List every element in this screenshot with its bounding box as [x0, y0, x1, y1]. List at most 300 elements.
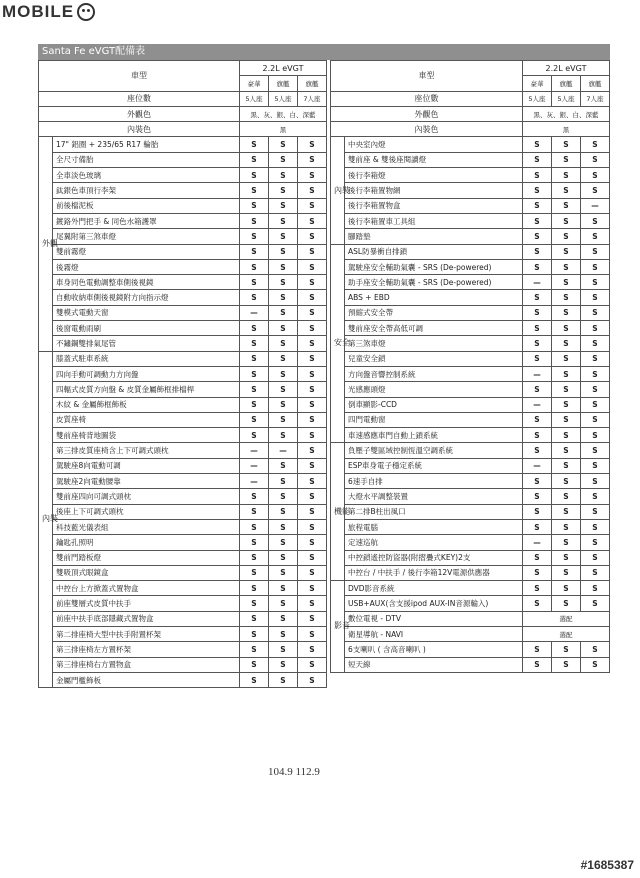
feature-label: 雙前座椅背地圖袋 [53, 428, 240, 443]
feature-value: S [580, 565, 609, 580]
feature-value: — [239, 458, 268, 473]
feature-value: S [239, 366, 268, 381]
feature-value: S [239, 229, 268, 244]
feature-value: S [239, 397, 268, 412]
feature-value: S [297, 443, 326, 458]
feature-label: 駕駛座2向電動腰靠 [53, 474, 240, 489]
feature-value: S [268, 428, 297, 443]
feature-row [331, 213, 610, 228]
feature-value: S [268, 229, 297, 244]
feature-row [331, 611, 610, 626]
feature-value: S [268, 581, 297, 596]
feature-label: 預縮式安全帶 [345, 305, 523, 320]
feature-label: 雙前座四向可調式頭枕 [53, 489, 240, 504]
meta-value: 5人座 [268, 91, 297, 106]
feature-row [331, 244, 610, 259]
feature-value: S [522, 321, 551, 336]
feature-value: S [239, 489, 268, 504]
feature-value: S [297, 259, 326, 274]
feature-value: S [580, 581, 609, 596]
feature-value: S [551, 198, 580, 213]
trim-label: 旗艦 [297, 76, 326, 91]
feature-row [39, 183, 327, 198]
feature-label: 雙前霧燈 [53, 244, 240, 259]
feature-row [39, 596, 327, 611]
feature-value: S [580, 244, 609, 259]
feature-row [331, 642, 610, 657]
feature-row [331, 321, 610, 336]
category-label: 內裝 [331, 137, 345, 244]
feature-value: S [580, 642, 609, 657]
feature-value: S [239, 672, 268, 687]
feature-label: 定速巡航 [345, 535, 523, 550]
feature-value: S [580, 152, 609, 167]
trim-label: 旗艦 [580, 76, 609, 91]
feature-row [331, 550, 610, 565]
feature-value: S [297, 229, 326, 244]
feature-value: S [551, 366, 580, 381]
feature-value: S [551, 458, 580, 473]
feature-row [331, 397, 610, 412]
feature-value: S [239, 596, 268, 611]
feature-row [39, 229, 327, 244]
feature-value: — [239, 305, 268, 320]
feature-value: S [551, 183, 580, 198]
feature-value: S [297, 275, 326, 290]
meta-value: 7人座 [297, 91, 326, 106]
feature-label: 前座中扶手底部隱藏式置物盒 [53, 611, 240, 626]
feature-label: 後行李箱燈 [345, 168, 523, 183]
feature-label: 後座上下可調式頭枕 [53, 504, 240, 519]
feature-row [331, 443, 610, 458]
feature-value: 選配 [522, 611, 609, 626]
spec-table-left [38, 60, 327, 688]
meta-row [331, 106, 610, 121]
feature-row [331, 504, 610, 519]
feature-row [331, 229, 610, 244]
feature-value: S [239, 626, 268, 641]
feature-value: S [239, 565, 268, 580]
category-label: 機能 [331, 443, 345, 581]
feature-value: S [297, 672, 326, 687]
meta-label: 座位數 [331, 91, 523, 106]
feature-label: 後行李箱置物盒 [345, 198, 523, 213]
feature-value: S [268, 519, 297, 534]
feature-value: S [580, 137, 609, 152]
feature-value: S [522, 336, 551, 351]
feature-label: ASL防暴衝自排鎖 [345, 244, 523, 259]
feature-value: S [297, 474, 326, 489]
feature-value: S [580, 443, 609, 458]
feature-value: S [522, 550, 551, 565]
feature-value: S [551, 565, 580, 580]
feature-value: S [268, 213, 297, 228]
feature-value: S [297, 382, 326, 397]
feature-value: S [239, 535, 268, 550]
meta-label: 座位數 [39, 91, 240, 106]
feature-label: 後行李箱置車工具組 [345, 213, 523, 228]
feature-value: S [551, 443, 580, 458]
feature-value: S [297, 198, 326, 213]
feature-value: S [268, 321, 297, 336]
feature-value: S [580, 504, 609, 519]
feature-value: S [551, 412, 580, 427]
model-label: 車型 [39, 61, 240, 92]
feature-value: S [297, 397, 326, 412]
feature-value: S [522, 290, 551, 305]
feature-label: 後行李箱置物網 [345, 183, 523, 198]
feature-value: S [522, 657, 551, 672]
feature-value: S [239, 152, 268, 167]
feature-label: 方向盤音響控制系統 [345, 366, 523, 381]
feature-value: S [522, 382, 551, 397]
feature-label: 皮質座椅 [53, 412, 240, 427]
trim-label: 旗艦 [551, 76, 580, 91]
meta-value: 5人座 [522, 91, 551, 106]
feature-value: — [522, 397, 551, 412]
feature-value: S [551, 504, 580, 519]
feature-label: 前後檔泥板 [53, 198, 240, 213]
smiley-icon [77, 3, 95, 21]
feature-value: S [580, 321, 609, 336]
feature-value: S [297, 412, 326, 427]
logo-text: MOBILE [2, 2, 75, 21]
meta-value: 5人座 [239, 91, 268, 106]
image-id-badge: #1685387 [580, 858, 634, 872]
meta-label: 內裝色 [331, 122, 523, 137]
meta-row [39, 122, 327, 137]
feature-row [39, 535, 327, 550]
meta-value: 5人座 [551, 91, 580, 106]
feature-label: 負壓子雙區域控制恆溫空調系統 [345, 443, 523, 458]
feature-label: 短天線 [345, 657, 523, 672]
feature-value: S [268, 351, 297, 366]
feature-label: 四輻式皮質方向盤 & 皮質金屬飾框排檔桿 [53, 382, 240, 397]
feature-row [331, 382, 610, 397]
feature-value: S [297, 535, 326, 550]
feature-value: S [239, 657, 268, 672]
feature-row [39, 642, 327, 657]
feature-value: S [522, 229, 551, 244]
feature-row [39, 519, 327, 534]
spec-sheet [38, 44, 610, 778]
feature-value: S [297, 183, 326, 198]
feature-value: S [580, 519, 609, 534]
category-label: 內裝 [39, 351, 53, 688]
feature-value: S [297, 458, 326, 473]
feature-label: 兒童安全鎖 [345, 351, 523, 366]
feature-label: 鈦銀色車頂行李架 [53, 183, 240, 198]
feature-value: S [268, 168, 297, 183]
feature-value: S [297, 137, 326, 152]
feature-value: S [297, 428, 326, 443]
feature-value: S [239, 259, 268, 274]
feature-value: S [239, 412, 268, 427]
feature-value: S [551, 351, 580, 366]
feature-value: S [551, 642, 580, 657]
feature-value: S [268, 642, 297, 657]
feature-value: S [297, 290, 326, 305]
feature-value: S [239, 351, 268, 366]
feature-value: S [297, 152, 326, 167]
feature-label: 17" 鋁圈 + 235/65 R17 輪胎 [53, 137, 240, 152]
feature-value: S [522, 244, 551, 259]
feature-value: S [297, 519, 326, 534]
feature-row [331, 596, 610, 611]
feature-row [39, 581, 327, 596]
feature-label: 鍍鉻外門把手 & 同色水箱護罩 [53, 213, 240, 228]
feature-value: S [297, 489, 326, 504]
feature-value: S [522, 259, 551, 274]
feature-label: 雙吸頂式眼鏡盒 [53, 565, 240, 580]
feature-value: S [551, 535, 580, 550]
feature-value: S [268, 152, 297, 167]
feature-value: S [580, 397, 609, 412]
category-label: 外觀 [39, 137, 53, 351]
meta-value: 黑、灰、銀、白、深藍 [522, 106, 609, 121]
feature-value: S [239, 642, 268, 657]
feature-label: 全車淡色玻璃 [53, 168, 240, 183]
feature-row [39, 474, 327, 489]
feature-value: S [268, 657, 297, 672]
feature-row [39, 198, 327, 213]
meta-row [331, 122, 610, 137]
feature-value: S [268, 397, 297, 412]
feature-value: S [268, 611, 297, 626]
feature-value: — [522, 275, 551, 290]
spec-table-right [330, 60, 610, 673]
feature-value: S [580, 657, 609, 672]
feature-value: S [551, 657, 580, 672]
feature-value: S [268, 458, 297, 473]
feature-value: S [551, 397, 580, 412]
trim-label: 豪華 [522, 76, 551, 91]
feature-label: 木紋 & 金屬飾框飾板 [53, 397, 240, 412]
feature-value: S [580, 596, 609, 611]
feature-value: S [239, 183, 268, 198]
feature-value: S [268, 137, 297, 152]
feature-value: S [551, 244, 580, 259]
feature-value: S [268, 244, 297, 259]
feature-label: 第二排B柱出風口 [345, 504, 523, 519]
feature-value: — [580, 198, 609, 213]
feature-row [39, 244, 327, 259]
engine-label: 2.2L eVGT [522, 61, 609, 76]
feature-label: 鑰匙孔照明 [53, 535, 240, 550]
feature-value: S [522, 137, 551, 152]
feature-label: 第三排座椅右方置物盒 [53, 657, 240, 672]
feature-value: S [239, 611, 268, 626]
feature-label: 科技藍光儀表組 [53, 519, 240, 534]
feature-row [331, 458, 610, 473]
feature-value: S [522, 198, 551, 213]
feature-label: 尾翼附第三煞車燈 [53, 229, 240, 244]
feature-value: S [268, 626, 297, 641]
feature-value: S [522, 596, 551, 611]
feature-row [331, 275, 610, 290]
feature-value: — [522, 535, 551, 550]
feature-label: 6支喇叭 ( 含高音喇叭 ) [345, 642, 523, 657]
feature-row [331, 657, 610, 672]
feature-label: ABS + EBD [345, 290, 523, 305]
feature-label: 第三排皮質座椅含上下可調式頭枕 [53, 443, 240, 458]
feature-label: 駕駛座8向電動可調 [53, 458, 240, 473]
feature-value: S [268, 183, 297, 198]
feature-label: 膝蓋式駐車系統 [53, 351, 240, 366]
feature-row [331, 183, 610, 198]
feature-label: 大燈水平調整裝置 [345, 489, 523, 504]
feature-label: USB+AUX(含支援ipod AUX-IN音源輸入) [345, 596, 523, 611]
feature-row [39, 336, 327, 351]
feature-value: S [522, 642, 551, 657]
feature-value: S [239, 321, 268, 336]
feature-value: S [268, 565, 297, 580]
meta-value: 黑、灰、銀、白、深藍 [239, 106, 326, 121]
feature-value: S [297, 581, 326, 596]
feature-value: S [580, 412, 609, 427]
feature-value: S [239, 428, 268, 443]
feature-label: 雙前座 & 雙後座閱讀燈 [345, 152, 523, 167]
feature-value: S [297, 626, 326, 641]
feature-row [39, 550, 327, 565]
feature-row [39, 351, 327, 366]
feature-value: S [522, 474, 551, 489]
feature-value: S [522, 565, 551, 580]
engine-label: 2.2L eVGT [239, 61, 326, 76]
feature-value: S [268, 550, 297, 565]
feature-row [331, 366, 610, 381]
feature-value: S [297, 596, 326, 611]
feature-value: S [580, 382, 609, 397]
feature-value: S [522, 305, 551, 320]
feature-value: S [580, 489, 609, 504]
feature-row [39, 366, 327, 381]
feature-label: 第三煞車燈 [345, 336, 523, 351]
feature-value: S [522, 443, 551, 458]
feature-value: S [268, 489, 297, 504]
feature-value: S [522, 183, 551, 198]
feature-value: S [297, 657, 326, 672]
feature-label: 四向手動可調動力方向盤 [53, 366, 240, 381]
feature-value: S [522, 428, 551, 443]
feature-value: S [580, 213, 609, 228]
feature-value: S [239, 137, 268, 152]
feature-row [39, 565, 327, 580]
feature-value: S [268, 336, 297, 351]
feature-label: 倒車顯影-CCD [345, 397, 523, 412]
feature-row [331, 565, 610, 580]
feature-value: S [580, 366, 609, 381]
feature-value: S [297, 336, 326, 351]
feature-value: S [522, 152, 551, 167]
feature-value: S [551, 275, 580, 290]
header-row [331, 61, 610, 76]
feature-value: S [268, 305, 297, 320]
meta-row [39, 106, 327, 121]
feature-label: 中控鎖遙控防盜器(附摺疊式KEY)2支 [345, 550, 523, 565]
feature-value: S [268, 672, 297, 687]
feature-value: S [239, 198, 268, 213]
feature-row [331, 581, 610, 596]
feature-row [331, 428, 610, 443]
feature-value: S [297, 642, 326, 657]
feature-row [331, 336, 610, 351]
feature-value: S [239, 168, 268, 183]
feature-value: S [297, 366, 326, 381]
feature-label: 自動收納車側後視鏡附方向指示燈 [53, 290, 240, 305]
feature-row [331, 290, 610, 305]
feature-value: S [580, 474, 609, 489]
feature-value: S [580, 428, 609, 443]
feature-value: S [239, 213, 268, 228]
feature-label: 車速感應車門自動上鎖系統 [345, 428, 523, 443]
meta-row [331, 91, 610, 106]
sheet-title: Santa Fe eVGT配備表 [38, 44, 610, 60]
feature-value: S [551, 213, 580, 228]
feature-label: 雙前座安全帶高低可調 [345, 321, 523, 336]
feature-row [331, 152, 610, 167]
meta-label: 外觀色 [39, 106, 240, 121]
feature-value: S [239, 519, 268, 534]
feature-label: DVD影音系統 [345, 581, 523, 596]
feature-value: S [297, 351, 326, 366]
feature-label: 中央室內燈 [345, 137, 523, 152]
feature-label: 雙模式電動天窗 [53, 305, 240, 320]
meta-label: 內裝色 [39, 122, 240, 137]
feature-value: S [580, 183, 609, 198]
feature-value: S [239, 504, 268, 519]
feature-label: 第三排座椅左方置杯架 [53, 642, 240, 657]
feature-value: S [551, 321, 580, 336]
feature-value: S [580, 229, 609, 244]
feature-value: S [268, 474, 297, 489]
feature-row [39, 412, 327, 427]
feature-row [39, 382, 327, 397]
feature-value: S [522, 412, 551, 427]
feature-value: S [297, 504, 326, 519]
feature-row [39, 290, 327, 305]
feature-value: S [580, 275, 609, 290]
feature-label: 6速手自排 [345, 474, 523, 489]
meta-value: 7人座 [580, 91, 609, 106]
feature-value: S [239, 275, 268, 290]
feature-value: S [551, 596, 580, 611]
feature-label: 後窗電動雨刷 [53, 321, 240, 336]
feature-label: 四門電動窗 [345, 412, 523, 427]
feature-label: 雙前門踏板燈 [53, 550, 240, 565]
feature-value: S [551, 581, 580, 596]
feature-label: 前座雙層式皮質中扶手 [53, 596, 240, 611]
feature-value: S [551, 137, 580, 152]
feature-value: — [522, 366, 551, 381]
feature-value: S [551, 550, 580, 565]
feature-value: S [551, 305, 580, 320]
mobile01-logo[interactable] [2, 2, 95, 22]
feature-row [331, 519, 610, 534]
price-note: 104.9 112.9 [268, 766, 320, 778]
meta-row [39, 91, 327, 106]
feature-value: S [580, 290, 609, 305]
feature-row [331, 259, 610, 274]
feature-row [331, 535, 610, 550]
trim-label: 旗艦 [268, 76, 297, 91]
feature-row [331, 474, 610, 489]
feature-value: S [580, 305, 609, 320]
feature-row [39, 458, 327, 473]
feature-value: S [580, 458, 609, 473]
feature-row [331, 198, 610, 213]
feature-row [39, 672, 327, 687]
